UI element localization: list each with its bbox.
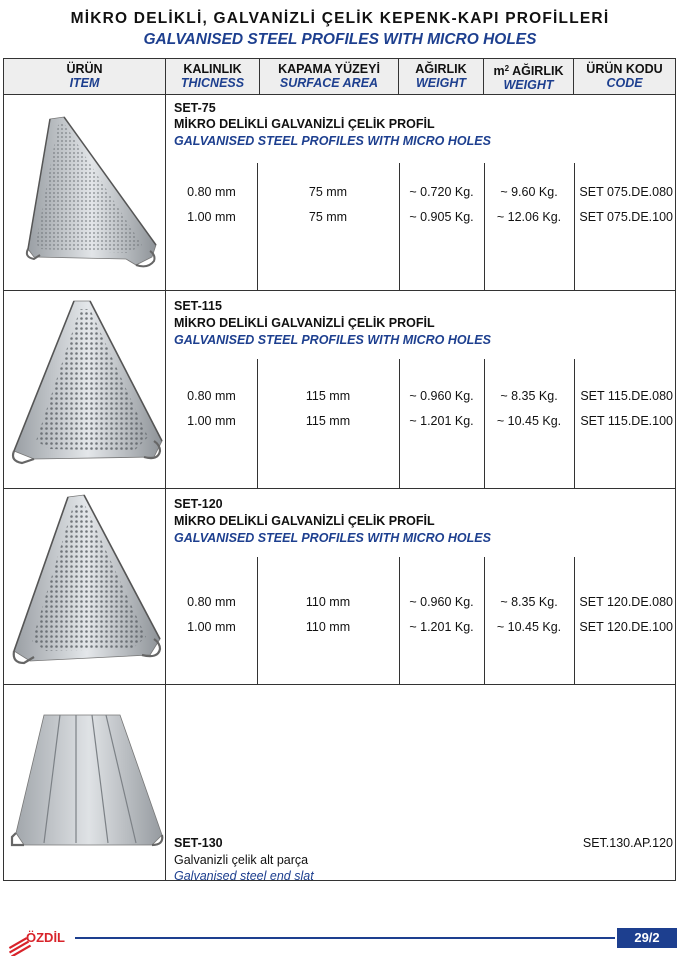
header-code: [574, 59, 675, 94]
page-title: MİKRO DELİKLİ, GALVANİZLİ ÇELİK KEPENK-KAPI PROFİLLERİ: [70, 10, 610, 27]
product-row-set-120: [4, 489, 675, 685]
product-desc-tr: MİKRO DELİKLİ GALVANİZLİ ÇELİK PROFİL: [174, 514, 435, 528]
product-desc-en: Galvanised steel end slat: [174, 869, 314, 883]
m2-label: AĞIRLIK: [509, 64, 564, 78]
surface-value: 115 mm: [305, 414, 351, 428]
weight-value: ~ 0.720 Kg.: [409, 185, 474, 199]
weight-value: ~ 0.905 Kg.: [409, 210, 474, 224]
m2-weight-value: ~ 12.06 Kg.: [496, 210, 562, 224]
product-code-value: SET 115.DE.100: [580, 414, 673, 428]
table-header: [4, 59, 675, 95]
header-surface-tr: KAPAMA YÜZEYİ: [278, 62, 380, 76]
header-weight-en: WEIGHT: [416, 76, 466, 90]
page-number: 29/2: [617, 928, 677, 948]
product-row-set-115: [4, 291, 675, 489]
header-thickness-tr: KALINLIK: [183, 62, 242, 76]
header-m2-weight: [484, 59, 574, 94]
header-code-tr: ÜRÜN KODU: [586, 62, 663, 76]
header-item-en: ITEM: [69, 76, 100, 90]
weight-value: ~ 1.201 Kg.: [409, 620, 474, 634]
header-thickness-en: THICNESS: [180, 76, 245, 90]
product-image-cell: [4, 291, 166, 488]
column-divider: [574, 163, 575, 291]
product-desc-tr: MİKRO DELİKLİ GALVANİZLİ ÇELİK PROFİL: [174, 316, 435, 330]
column-divider: [399, 163, 400, 291]
product-code-value: SET.130.AP.120: [582, 836, 673, 850]
header-m2-weight-en: WEIGHT: [503, 78, 554, 92]
header-m2-weight-tr: [484, 62, 573, 78]
column-divider: [484, 163, 485, 291]
product-code-value: SET 120.DE.100: [579, 620, 673, 634]
header-weight-tr: AĞIRLIK: [415, 62, 467, 76]
thickness-value: 1.00 mm: [187, 210, 236, 224]
product-code-title: SET-75: [174, 101, 216, 115]
product-desc-tr: Galvanizli çelik alt parça: [174, 853, 309, 867]
thickness-value: 0.80 mm: [187, 595, 236, 609]
surface-value: 75 mm: [308, 185, 348, 199]
profile-set-120-image: [4, 489, 166, 685]
product-code-title: SET-115: [174, 299, 222, 313]
product-code-title: SET-130: [174, 836, 223, 850]
surface-value: 110 mm: [305, 595, 351, 609]
weight-value: ~ 0.960 Kg.: [409, 389, 474, 403]
product-row-set-130: [4, 685, 675, 883]
thickness-value: 0.80 mm: [187, 389, 236, 403]
product-code-value: SET 075.DE.100: [579, 210, 673, 224]
surface-value: 110 mm: [305, 620, 351, 634]
profile-set-130-image: [4, 685, 166, 880]
m2-weight-value: ~ 8.35 Kg.: [500, 389, 558, 403]
header-surface: [260, 59, 399, 94]
product-row-set-75: [4, 95, 675, 291]
product-table: [3, 58, 676, 881]
surface-value: 75 mm: [308, 210, 348, 224]
header-item-tr: ÜRÜN: [66, 62, 103, 76]
m2-weight-value: ~ 8.35 Kg.: [500, 595, 558, 609]
thickness-value: 1.00 mm: [187, 620, 236, 634]
product-code-value: SET 075.DE.080: [579, 185, 673, 199]
weight-value: ~ 0.960 Kg.: [409, 595, 474, 609]
weight-value: ~ 1.201 Kg.: [409, 414, 474, 428]
column-divider: [257, 163, 258, 291]
product-desc-en: GALVANISED STEEL PROFILES WITH MICRO HOLES: [174, 134, 491, 148]
ozdil-logo: [6, 918, 74, 956]
header-item: [4, 59, 166, 94]
m2-sup: 2: [504, 64, 510, 73]
m2-weight-value: ~ 10.45 Kg.: [496, 620, 562, 634]
profile-set-115-image: [4, 291, 166, 489]
product-image-cell: [4, 685, 166, 880]
product-image-cell: [4, 95, 166, 290]
logo-text: ÖZDİL: [26, 930, 65, 945]
page-subtitle: GALVANISED STEEL PROFILES WITH MICRO HOLES: [143, 31, 537, 48]
header-weight: [399, 59, 484, 94]
thickness-value: 0.80 mm: [187, 185, 236, 199]
product-desc-tr: MİKRO DELİKLİ GALVANİZLİ ÇELİK PROFİL: [174, 117, 435, 131]
m2-weight-value: ~ 9.60 Kg.: [500, 185, 558, 199]
product-desc-en: GALVANISED STEEL PROFILES WITH MICRO HOLES: [174, 333, 491, 347]
header-thickness: [166, 59, 260, 94]
thickness-value: 1.00 mm: [187, 414, 236, 428]
profile-set-75-image: [4, 95, 166, 291]
header-code-en: CODE: [606, 76, 643, 90]
product-desc-en: GALVANISED STEEL PROFILES WITH MICRO HOLES: [174, 531, 491, 545]
m2-prefix: m: [493, 64, 505, 78]
product-image-cell: [4, 489, 166, 684]
product-code-title: SET-120: [174, 497, 223, 511]
surface-value: 115 mm: [305, 389, 351, 403]
m2-weight-value: ~ 10.45 Kg.: [496, 414, 562, 428]
footer-line: [75, 937, 615, 939]
header-surface-en: SURFACE AREA: [279, 76, 379, 90]
product-code-value: SET 115.DE.080: [580, 389, 673, 403]
product-code-value: SET 120.DE.080: [579, 595, 673, 609]
